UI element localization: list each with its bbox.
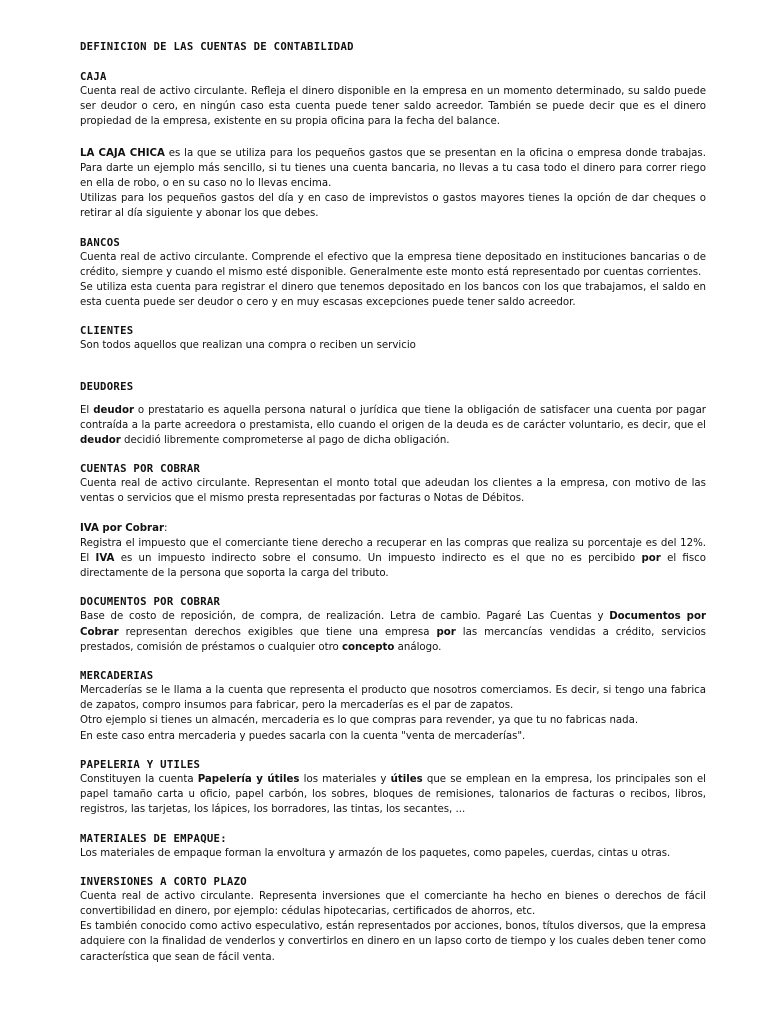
heading-deudores: DEUDORES	[80, 380, 134, 393]
iva-heading-bold: IVA por Cobrar	[80, 522, 164, 534]
iva-paragraph	[80, 536, 706, 582]
papeleria-text-3: que se emplean en la empresa, los principales son el papel tamaño carta u oficio, papel carbón, los sobres, bloques de remisiones, talonarios de facturas o recibos, libros, registros, las tarjetas, los lápices, los borradores, las tintas, los secantes, ...	[80, 773, 707, 816]
iva-bold-1: IVA	[95, 553, 115, 565]
papeleria-bold-2: útiles	[390, 773, 423, 785]
papeleria-text-2: los materiales y	[299, 773, 391, 785]
documentos-paragraph	[80, 609, 706, 655]
caja-chica-term: LA CAJA CHICA	[80, 147, 165, 159]
section-inversiones	[80, 875, 706, 965]
iva-text-2: es un impuesto indirecto sobre el consumo. Un impuesto indirecto es el que no es percibido	[114, 553, 642, 565]
iva-text-3: el fisco directamente de la persona que soporta la carga del tributo.	[80, 553, 706, 580]
papeleria-bold-1: Papelería y útiles	[197, 773, 300, 785]
papeleria-text-1: Constituyen la cuenta	[80, 773, 198, 785]
clientes-paragraph: Son todos aquellos que realizan una compra o reciben un servicio	[80, 340, 416, 352]
caja-paragraph-3: Utilizas para los pequeños gastos del día y en caso de imprevistos o gastos mayores tienes la opción de dar cheques o retirar al día siguiente y abonar los que debes.	[80, 193, 706, 220]
documentos-bold-3: concepto	[342, 641, 395, 653]
inversiones-paragraph-1: Cuenta real de activo circulante. Representa inversiones que el comerciante ha hecho en bienes o derechos de fácil convertibilidad en dinero, por ejemplo: cédulas hipotecarias, certificados de ahorros, etc.	[80, 890, 706, 917]
documentos-text-4: análogo.	[394, 641, 442, 653]
deudores-bold-2: deudor	[80, 435, 121, 447]
documentos-bold-2: por	[436, 626, 456, 638]
iva-heading-colon: :	[163, 522, 168, 534]
heading-bancos: BANCOS	[80, 236, 121, 249]
inversiones-paragraph-2: Es también conocido como activo especulativo, están representados por acciones, bonos, títulos diversos, que la empresa adquiere con la finalidad de venderlos y convertirlos en dinero en un lapso corto de tiempo y los cuales deben tener como característica que sean de fácil venta.	[80, 921, 706, 963]
heading-mercaderias: MERCADERIAS	[80, 670, 154, 683]
documentos-text-3: las mercancías vendidas a crédito, servicios prestados, comisión de préstamos o cualquier otro	[80, 626, 706, 653]
section-bancos	[80, 236, 706, 311]
heading-cuentas-por-cobrar: CUENTAS POR COBRAR	[80, 463, 201, 476]
papeleria-paragraph	[80, 772, 706, 818]
deudores-text-3: decidió libremente comprometerse al pago de dicha obligación.	[120, 435, 450, 447]
section-documentos-por-cobrar	[80, 595, 706, 655]
heading-caja: CAJA	[80, 71, 107, 83]
section-cuentas-por-cobrar	[80, 462, 706, 506]
caja-chica-paragraph	[80, 146, 706, 192]
heading-iva	[80, 521, 706, 536]
section-mercaderias	[80, 669, 706, 744]
materiales-paragraph: Los materiales de empaque forman la envoltura y armazón de los paquetes, como papeles, cuerdas, cintas u otras.	[80, 847, 671, 859]
documentos-text-1: Base de costo de reposición, de compra, de realización. Letra de cambio. Pagaré Las Cuentas y	[80, 611, 610, 623]
mercaderias-paragraph-2: Otro ejemplo si tienes un almacén, mercaderia es lo que compras para revender, ya que tu no fabricas nada.	[80, 715, 639, 727]
section-deudores	[80, 380, 706, 449]
document-title: DEFINICION DE LAS CUENTAS DE CONTABILIDAD	[80, 41, 354, 53]
bancos-paragraph-2: Se utiliza esta cuenta para registrar el dinero que tenemos depositado en los bancos con los que trabajamos, el saldo en esta cuenta puede ser deudor o cero y en muy escasas excepciones puede tener saldo acreedor.	[80, 282, 706, 309]
deudores-paragraph	[80, 403, 706, 449]
section-iva	[80, 521, 706, 582]
heading-materiales: MATERIALES DE EMPAQUE:	[80, 832, 227, 845]
deudores-bold-1: deudor	[93, 404, 134, 416]
caja-chica-text: es la que se utiliza para los pequeños gastos que se presentan en la oficina o empresa donde trabajas. Para darte un ejemplo más sencillo, si tu tienes una cuenta bancaria, no llevas a tu casa todo el dinero para correr riego en ella de robo, o en su caso no lo llevas encima.	[80, 147, 706, 190]
deudores-text-2: o prestatario es aquella persona natural o jurídica que tiene la obligación de satisfacer una cuenta por pagar contraída a la parte acreedora o prestamista, ello cuando el origen de la deuda es de carácter voluntario, es decir, que el	[80, 404, 707, 431]
bancos-paragraph-1: Cuenta real de activo circulante. Comprende el efectivo que la empresa tiene depositado en instituciones bancarias o de crédito, siempre y cuando el mismo esté disponible. Generalmente este monto está representado por cuentas corrientes.	[80, 251, 706, 278]
iva-bold-2: por	[641, 553, 661, 565]
mercaderias-paragraph-1: Mercaderías se le llama a la cuenta que representa el producto que nosotros comerciamos. Es decir, si tengo una fabrica de zapatos, compro insumos para fabricar, pero la mercaderías es el par de zapatos.	[80, 685, 706, 712]
section-papeleria	[80, 758, 706, 818]
section-clientes	[80, 324, 706, 353]
heading-papeleria: PAPELERIA Y UTILES	[80, 758, 201, 771]
caja-paragraph-1: Cuenta real de activo circulante. Refleja el dinero disponible en la empresa en un momento determinado, su saldo puede ser deudor o cero, en ningún caso esta cuenta puede tener saldo acreedor. También se puede decir que es el dinero propiedad de la empresa, existente en su propia oficina para la fecha del balance.	[80, 86, 706, 128]
section-caja	[80, 70, 706, 222]
iva-text-1: Registra el impuesto que el comerciante tiene derecho a recuperar en las compras que realiza su porcentaje es del 12%. El	[80, 537, 706, 565]
heading-clientes: CLIENTES	[80, 325, 134, 338]
heading-documentos-por-cobrar: DOCUMENTOS POR COBRAR	[80, 596, 221, 609]
deudores-text-1: El	[80, 404, 94, 416]
heading-inversiones: INVERSIONES A CORTO PLAZO	[80, 875, 247, 888]
mercaderias-paragraph-3: En este caso entra mercaderia y puedes sacarla con la cuenta "venta de mercaderías".	[80, 730, 526, 742]
section-materiales	[80, 832, 706, 861]
documentos-bold-1: Documentos por Cobrar	[80, 611, 706, 638]
documentos-text-2: representan derechos exigibles que tiene una empresa	[118, 626, 437, 638]
cuentas-por-cobrar-paragraph: Cuenta real de activo circulante. Representan el monto total que adeudan los clientes a la empresa, con motivo de las ventas o servicios que el mismo presta representadas por facturas o Notas de Débitos.	[80, 478, 706, 505]
